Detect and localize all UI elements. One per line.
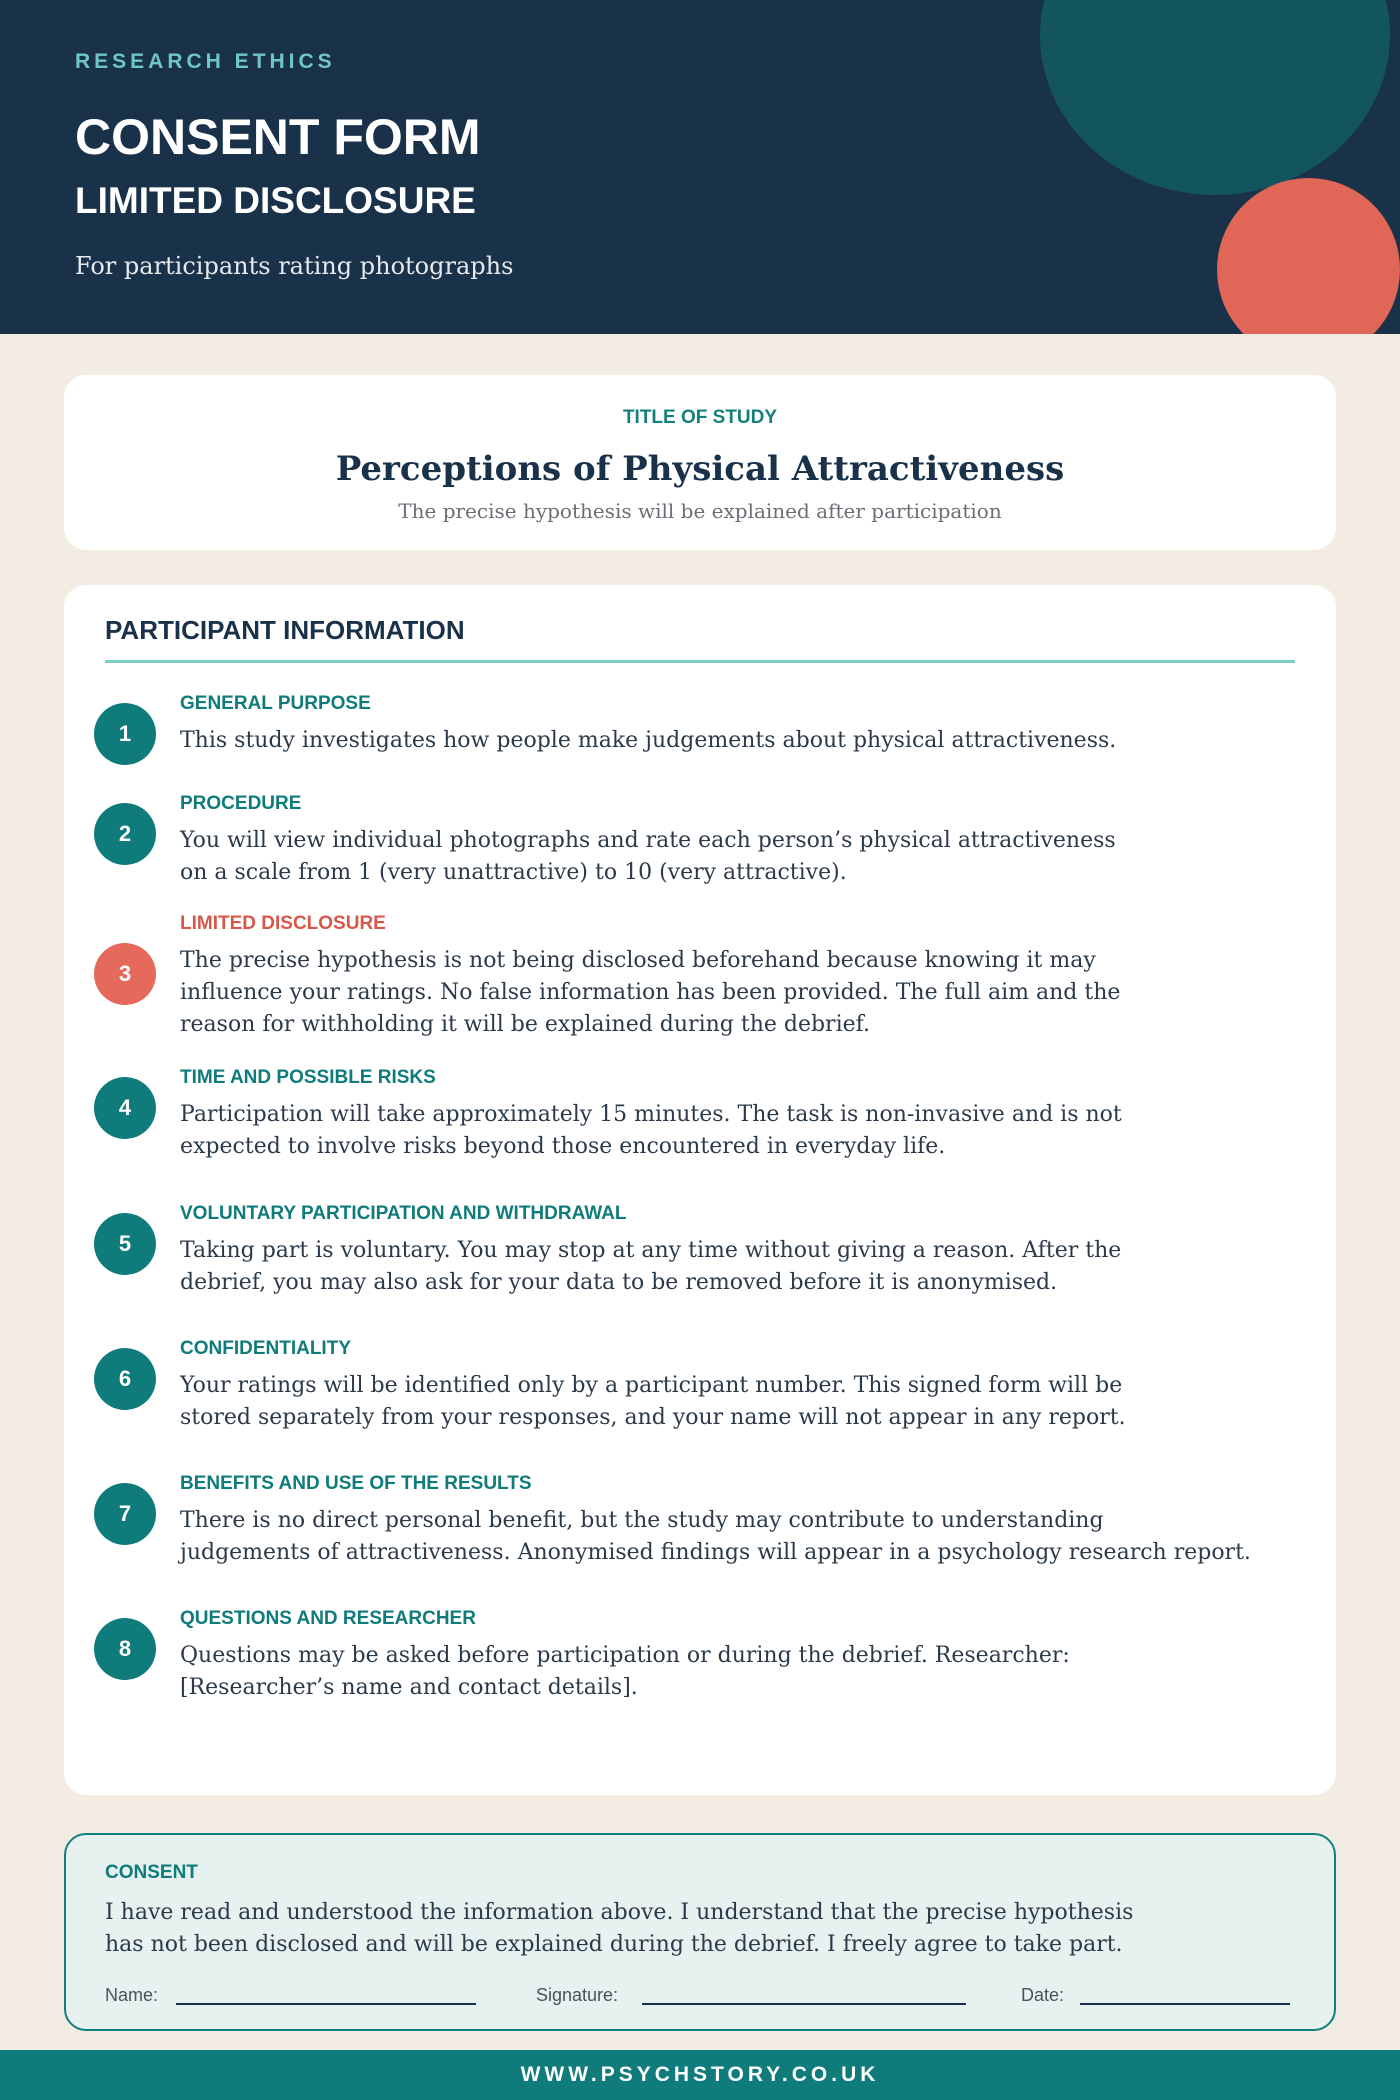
item-body-line: debrief, you may also ask for your data to be removed before it is anonymised. xyxy=(180,1270,1058,1295)
item-body-line: [Researcher’s name and contact details]. xyxy=(180,1675,638,1700)
date-field[interactable] xyxy=(1080,2003,1290,2005)
item-body xyxy=(180,1099,1320,1163)
consent-body-line: I have read and understood the information above. I understand that the precise hypothesis xyxy=(105,1900,1134,1925)
item-title: CONFIDENTIALITY xyxy=(180,1338,351,1359)
item-body-line: on a scale from 1 (very unattractive) to 10 (very attractive). xyxy=(180,860,847,885)
item-body-line: Participation will take approximately 15 minutes. The task is non-invasive and is not xyxy=(180,1102,1122,1127)
item-body-line: Taking part is voluntary. You may stop at any time without giving a reason. After the xyxy=(180,1238,1122,1263)
item-number-badge: 1 xyxy=(94,703,156,765)
item-body xyxy=(180,1640,1320,1704)
item-title: BENEFITS AND USE OF THE RESULTS xyxy=(180,1473,532,1494)
signature-field[interactable] xyxy=(642,2003,966,2005)
item-body-line: influence your ratings. No false information has been provided. The full aim and the xyxy=(180,980,1121,1005)
consent-title: CONSENT xyxy=(105,1862,198,1883)
item-body xyxy=(180,945,1320,1041)
header-eyebrow: RESEARCH ETHICS xyxy=(75,50,336,73)
item-body-line: This study investigates how people make judgements about physical attractiveness. xyxy=(180,728,1117,753)
item-title: VOLUNTARY PARTICIPATION AND WITHDRAWAL xyxy=(180,1203,627,1224)
item-body-line: judgements of attractiveness. Anonymised findings will appear in a psychology research report. xyxy=(180,1540,1251,1565)
study-title-card xyxy=(64,375,1336,550)
item-body-line: You will view individual photographs and rate each person’s physical attractiveness xyxy=(180,828,1116,853)
study-label: TITLE OF STUDY xyxy=(622,407,778,428)
section-heading: PARTICIPANT INFORMATION xyxy=(105,615,465,645)
section-divider xyxy=(105,660,1295,663)
page-tagline: For participants rating photographs xyxy=(75,252,514,280)
item-body-line: stored separately from your responses, and your name will not appear in any report. xyxy=(180,1405,1126,1430)
footer-url: WWW.PSYCHSTORY.CO.UK xyxy=(0,2050,1400,2100)
item-body xyxy=(180,725,1320,757)
participant-information-card xyxy=(64,585,1336,1795)
name-label: Name: xyxy=(105,1985,159,2005)
item-number-badge: 2 xyxy=(94,803,156,865)
study-title: Perceptions of Physical Attractiveness xyxy=(335,449,1065,489)
decorative-teal-circle xyxy=(1040,0,1390,195)
item-number-badge: 5 xyxy=(94,1213,156,1275)
item-body xyxy=(180,1505,1320,1569)
item-body-line: The precise hypothesis is not being disclosed beforehand because knowing it may xyxy=(180,948,1096,973)
date-label: Date: xyxy=(1021,1985,1065,2005)
item-body xyxy=(180,1370,1320,1434)
item-number-badge: 8 xyxy=(94,1618,156,1680)
consent-body xyxy=(105,1897,1205,1961)
consent-body-line: has not been disclosed and will be explained during the debrief. I freely agree to take part. xyxy=(105,1932,1123,1957)
item-body-line: Your ratings will be identified only by a participant number. This signed form will be xyxy=(180,1373,1123,1398)
item-body-line: reason for withholding it will be explained during the debrief. xyxy=(180,1012,870,1037)
item-number-badge: 7 xyxy=(94,1483,156,1545)
page-subtitle: LIMITED DISCLOSURE xyxy=(75,180,476,221)
page-title: CONSENT FORM xyxy=(75,109,481,165)
item-title: GENERAL PURPOSE xyxy=(180,693,371,714)
item-body xyxy=(180,1235,1320,1299)
item-body-line: expected to involve risks beyond those encountered in everyday life. xyxy=(180,1134,946,1159)
item-number-badge: 4 xyxy=(94,1077,156,1139)
consent-card xyxy=(64,1833,1336,2031)
study-note: The precise hypothesis will be explained after participation xyxy=(398,499,1002,523)
item-body-line: Questions may be asked before participation or during the debrief. Researcher: xyxy=(180,1643,1070,1668)
item-title: LIMITED DISCLOSURE xyxy=(180,913,386,934)
item-title: TIME AND POSSIBLE RISKS xyxy=(180,1067,436,1088)
item-number-badge: 6 xyxy=(94,1348,156,1410)
item-title: QUESTIONS AND RESEARCHER xyxy=(180,1608,476,1629)
item-body xyxy=(180,825,1320,889)
signature-label: Signature: xyxy=(536,1985,619,2005)
name-field[interactable] xyxy=(176,2003,476,2005)
decorative-coral-circle xyxy=(1217,178,1400,334)
item-title: PROCEDURE xyxy=(180,793,302,814)
item-body-line: There is no direct personal benefit, but the study may contribute to understanding xyxy=(180,1508,1104,1533)
header-banner xyxy=(0,0,1400,334)
item-number-badge: 3 xyxy=(94,943,156,1005)
